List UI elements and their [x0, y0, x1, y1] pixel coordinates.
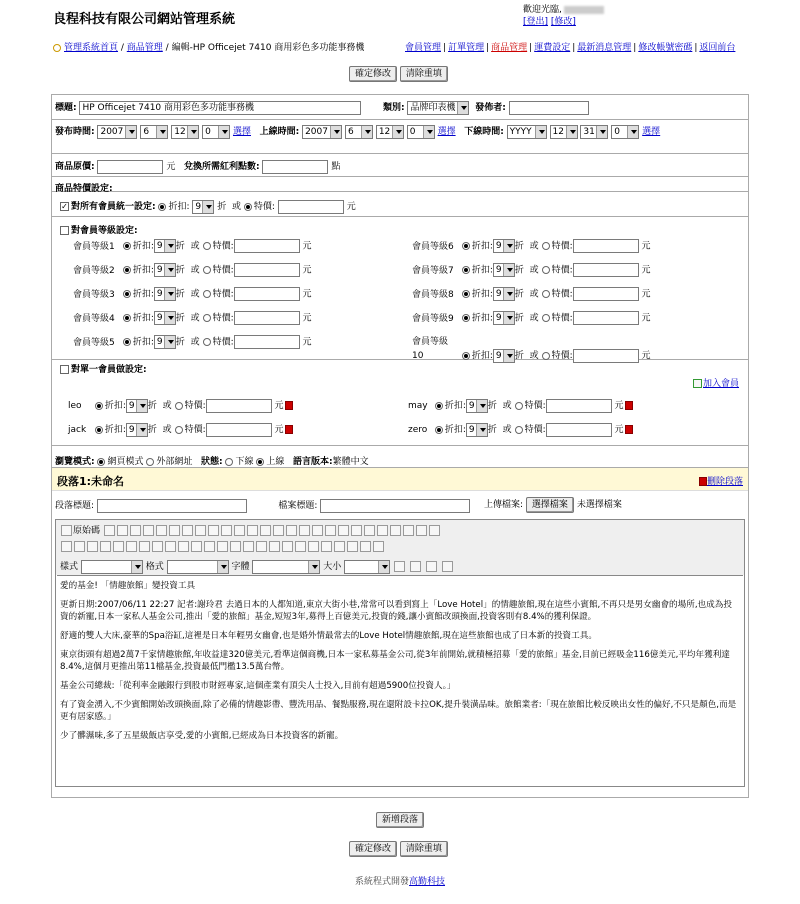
breadcrumb-current: / 編輯-HP Officejet 7410 商用彩色多功能事務機	[165, 43, 365, 53]
online-select-link[interactable]: 選擇	[437, 127, 456, 137]
offline-hour-select[interactable]: 0	[611, 125, 639, 139]
level-label: 會員等級3	[73, 289, 115, 300]
paste-icon[interactable]	[182, 525, 193, 536]
single-member-label: 對單一會員做設定:	[60, 362, 147, 375]
content-paragraph: 更新日期:2007/06/11 22:27 記者:謝玲君 去過日本的人都知道,東京大街小巷,常常可以看到寫上「Love Hotel」的情趣旅館,現在這些小賓館,不再只是男女幽會的場所,也成為投資的新寵,日本一家私人基金公司,推出「愛的旅館」基金,短短3年,募得上百億美元,投資的錢,讓小賓館改頭換面,投資客則有8.4%的獲利保證。	[60, 600, 732, 622]
select-icon[interactable]	[390, 525, 401, 536]
unlink-icon[interactable]	[269, 541, 280, 552]
hiddenfield-icon[interactable]	[429, 525, 440, 536]
level-label: 會員等級5	[73, 337, 115, 348]
level-special-radio[interactable]	[203, 242, 211, 250]
help-icon[interactable]	[442, 561, 453, 572]
member-name: may	[408, 401, 428, 411]
add-paragraph-button[interactable]: 新增段落	[376, 812, 424, 828]
imagebutton-icon[interactable]	[416, 525, 427, 536]
publish-year-select[interactable]: 2007	[97, 125, 137, 139]
paragraph-title: 段落1:未命名	[57, 475, 125, 488]
single-member-checkbox[interactable]	[60, 365, 69, 374]
paste-text-icon[interactable]	[195, 525, 206, 536]
level-special-radio[interactable]	[542, 242, 550, 250]
remove-member-icon[interactable]	[625, 401, 633, 410]
font-select[interactable]	[252, 560, 320, 574]
redo-icon[interactable]	[260, 525, 271, 536]
nav-shipping[interactable]: 運費設定	[534, 43, 571, 53]
level-special-radio[interactable]	[542, 290, 550, 298]
template-icon[interactable]	[143, 525, 154, 536]
nav-member[interactable]: 會員管理	[405, 43, 442, 53]
paragraph-fields-row: 段落標題: 檔案標題:	[55, 498, 470, 513]
level-special-radio[interactable]	[203, 290, 211, 298]
remove-member-icon[interactable]	[285, 401, 293, 410]
choose-file-button[interactable]: 選擇檔案	[526, 497, 574, 513]
level-special-input[interactable]	[234, 335, 300, 349]
justify-icon[interactable]	[243, 541, 254, 552]
level-special-input[interactable]	[573, 349, 639, 363]
member-special-radio[interactable]	[515, 402, 523, 410]
level-row: 會員等級2 折扣: 9 折 或 特價: 元	[73, 265, 312, 276]
delete-paragraph-box	[698, 474, 743, 487]
hr-icon[interactable]	[334, 541, 345, 552]
member-special-radio[interactable]	[175, 402, 183, 410]
upload-row: 上傳檔案: 選擇檔案 未選擇檔案	[484, 497, 622, 513]
publish-day-select[interactable]: 12	[171, 125, 199, 139]
logout-link[interactable]: [登出]	[523, 17, 549, 27]
size-select[interactable]	[344, 560, 390, 574]
edit-profile-link[interactable]: [修改]	[550, 17, 576, 27]
remove-member-icon[interactable]	[625, 425, 633, 434]
level-special-input[interactable]	[234, 239, 300, 253]
spellcheck-icon[interactable]	[234, 525, 245, 536]
author-input[interactable]	[509, 101, 589, 115]
level-label: 會員等級10	[412, 337, 449, 361]
format-select[interactable]	[167, 560, 229, 574]
cut-icon[interactable]	[156, 525, 167, 536]
level-special-input[interactable]	[573, 239, 639, 253]
editor-content[interactable]	[57, 575, 743, 786]
form-icon[interactable]	[325, 525, 336, 536]
member-special-input[interactable]	[546, 423, 612, 437]
paste-word-icon[interactable]	[208, 525, 219, 536]
delete-paragraph-link[interactable]: 刪除段落	[706, 477, 743, 487]
level-row: 會員等級1 折扣: 9 折 或 特價: 元	[73, 241, 312, 252]
levels-left-column	[73, 238, 312, 358]
rich-text-editor	[55, 519, 745, 787]
status-off-radio[interactable]	[225, 458, 233, 466]
nav-orders[interactable]: 訂單管理	[448, 43, 485, 53]
offline-month-select[interactable]: 12	[550, 125, 578, 139]
undo-icon[interactable]	[247, 525, 258, 536]
replace-icon[interactable]	[286, 525, 297, 536]
style-select[interactable]	[81, 560, 143, 574]
nav-password[interactable]: 修改帳號密碼	[638, 43, 693, 53]
level-row: 會員等級10 折扣: 9 折 或 特價: 元	[412, 337, 651, 361]
bottom-button-group	[349, 841, 448, 857]
content-paragraph: 愛的基金! 「情趣旅館」變投資工具	[60, 581, 196, 591]
level-discount-select[interactable]: 9	[154, 239, 176, 253]
member-discount-select[interactable]: 9	[466, 423, 488, 437]
content-paragraph: 基金公司總裁:「從利率金融銀行到股市財經專家,這個產業有頂尖人士投入,目前有超過5900位投資人。」	[60, 681, 456, 691]
page-title: 良程科技有限公司網站管理系統	[53, 12, 236, 27]
paragraph-title-input[interactable]	[97, 499, 247, 513]
level-label: 會員等級2	[73, 265, 115, 276]
underline-icon[interactable]	[87, 541, 98, 552]
all-discount-select[interactable]: 9	[192, 200, 214, 214]
content-paragraph: 有了資金湧入,不少賓館開始改頭換面,除了必備的情趣影帶、豐洗用品、餐點服務,現在還附設卡拉OK,提升裝潢品味。旅館業者:「現在旅館比較反映出女性的偏好,不只是顏色,而是更有居家感。」	[60, 700, 737, 722]
level-discount-select[interactable]: 9	[493, 311, 515, 325]
browse-external-radio[interactable]	[146, 458, 154, 466]
button-icon[interactable]	[403, 525, 414, 536]
publish-hour-select[interactable]: 0	[202, 125, 230, 139]
confirm-button[interactable]: 確定修改	[349, 66, 397, 82]
strike-icon[interactable]	[100, 541, 111, 552]
add-member-link[interactable]: 加入會員	[703, 379, 740, 389]
level-special-input[interactable]	[573, 263, 639, 277]
price-row: 商品原價: 元 兌換所需紅利點數: 點	[55, 159, 340, 174]
member-row: zero 折扣: 9 折 或 特價: 元	[408, 422, 633, 437]
selectall-icon[interactable]	[299, 525, 310, 536]
publish-month-select[interactable]: 6	[140, 125, 168, 139]
level-special-input[interactable]	[234, 311, 300, 325]
level-special-radio[interactable]	[542, 314, 550, 322]
publish-select-link[interactable]: 選擇	[232, 127, 251, 137]
member-row: leo 折扣: 9 折 或 特價: 元	[68, 398, 293, 413]
top-button-group	[349, 66, 448, 82]
paragraph-header	[52, 467, 748, 491]
online-month-select[interactable]: 6	[345, 125, 373, 139]
all-special-input[interactable]	[278, 200, 344, 214]
removeformat-icon[interactable]	[312, 525, 323, 536]
member-special-radio[interactable]	[175, 426, 183, 434]
add-member-box	[692, 376, 739, 389]
level-discount-radio[interactable]	[462, 314, 470, 322]
level-label: 會員等級7	[412, 265, 454, 276]
save-icon[interactable]	[104, 525, 115, 536]
add-member-icon	[693, 379, 702, 388]
level-label: 會員等級6	[412, 241, 454, 252]
level-special-radio[interactable]	[542, 352, 550, 360]
italic-icon[interactable]	[74, 541, 85, 552]
level-special-radio[interactable]	[203, 266, 211, 274]
all-discount-radio[interactable]	[158, 203, 166, 211]
category-row: 類別: 品牌印表機 發佈者:	[383, 100, 589, 115]
specialchar-icon[interactable]	[360, 541, 371, 552]
subscript-icon[interactable]	[113, 541, 124, 552]
breadcrumb: 管理系統首頁 / 商品管理 / 編輯-HP Officejet 7410 商用彩色多功能事務機	[53, 40, 364, 53]
level-label: 會員等級4	[73, 313, 115, 324]
member-discount-radio[interactable]	[95, 426, 103, 434]
level-discount-select[interactable]: 9	[154, 287, 176, 301]
checkbox-icon[interactable]	[338, 525, 349, 536]
level-discount-radio[interactable]	[462, 352, 470, 360]
bold-icon[interactable]	[61, 541, 72, 552]
status-on-radio[interactable]	[256, 458, 264, 466]
level-discount-select[interactable]: 9	[154, 263, 176, 277]
offline-select-link[interactable]: 選擇	[642, 127, 661, 137]
level-discount-radio[interactable]	[123, 290, 131, 298]
content-paragraph: 東京街頭有超過2萬7千家情趣旅館,年收益達320億美元,看準這個商機,日本一家私募基金公司,從3年前開始,就積極招募「愛的旅館」基金,目前已經吸金116億美元,平均年獲利達8.4%,這個月更推出第11檔基金,投資最低門檻13.5萬台幣。	[60, 650, 730, 672]
level-row: 會員等級4 折扣: 9 折 或 特價: 元	[73, 313, 312, 324]
title-row: 標題: HP Officejet 7410 商用彩色多功能事務機	[55, 100, 361, 115]
table-icon[interactable]	[321, 541, 332, 552]
outdent-icon[interactable]	[165, 541, 176, 552]
all-members-checkbox[interactable]: ✓	[61, 202, 68, 211]
offline-day-select[interactable]: 31	[580, 125, 608, 139]
levels-right-column	[412, 238, 651, 361]
reset-button-bottom[interactable]: 清除重填	[400, 841, 448, 857]
toolbar-1-icons	[103, 526, 441, 536]
source-icon	[61, 525, 72, 536]
member-discount-radio[interactable]	[95, 402, 103, 410]
newpage-icon[interactable]	[117, 525, 128, 536]
nav-products[interactable]: 商品管理	[491, 43, 528, 53]
level-discount-select[interactable]: 9	[493, 287, 515, 301]
online-day-select[interactable]: 12	[376, 125, 404, 139]
browse-web-radio[interactable]	[97, 458, 105, 466]
content-paragraph: 舒適的雙人大床,豪華的Spa浴缸,這裡是日本年輕男女幽會,也是婚外情最常去的Love Hotel情趣旅館,現在這些旅館也成了日本新的投資工具。	[60, 631, 597, 641]
arrow-icon	[53, 44, 61, 52]
level-settings-label: 對會員等級設定:	[60, 223, 138, 236]
level-label: 會員等級9	[412, 313, 454, 324]
align-right-icon[interactable]	[230, 541, 241, 552]
level-discount-select[interactable]: 9	[154, 335, 176, 349]
member-special-input[interactable]	[546, 399, 612, 413]
level-row: 會員等級3 折扣: 9 折 或 特價: 元	[73, 289, 312, 300]
member-special-input[interactable]	[206, 423, 272, 437]
delete-icon	[699, 477, 707, 486]
offline-year-select[interactable]: YYYY	[507, 125, 547, 139]
numbered-list-icon[interactable]	[139, 541, 150, 552]
text-color-icon[interactable]	[394, 561, 405, 572]
breadcrumb-home[interactable]: 管理系統首頁	[64, 43, 119, 53]
category-select[interactable]: 品牌印表機	[407, 101, 469, 115]
browse-mode-row: 瀏覽模式: 網頁模式 外部網址 狀態: 下線 上線 語言版本:繁體中文	[55, 457, 369, 467]
level-discount-radio[interactable]	[123, 338, 131, 346]
level-discount-radio[interactable]	[123, 242, 131, 250]
member-name: jack	[68, 425, 87, 435]
level-discount-radio[interactable]	[123, 314, 131, 322]
content-paragraph: 少了髒濕味,多了五星級飯店享受,愛的小賓館,已經成為日本投資客的新寵。	[60, 731, 344, 741]
level-row: 會員等級6 折扣: 9 折 或 特價: 元	[412, 241, 651, 252]
level-row: 會員等級9 折扣: 9 折 或 特價: 元	[412, 313, 651, 324]
align-center-icon[interactable]	[217, 541, 228, 552]
dates-row: 發布時間: 2007 6 12 0 選擇 上線時間: 2007 6 12 0 選擇 下線時間: YYYY 12 31 0 選擇	[55, 126, 661, 137]
blockquote-icon[interactable]	[191, 541, 202, 552]
level-discount-select[interactable]: 9	[493, 349, 515, 363]
member-row: may 折扣: 9 折 或 特價: 元	[408, 398, 633, 413]
member-name: leo	[68, 401, 82, 411]
welcome-box	[523, 4, 604, 28]
level-special-radio[interactable]	[203, 314, 211, 322]
link-icon[interactable]	[256, 541, 267, 552]
special-price-label: 商品特價設定:	[55, 184, 113, 194]
breadcrumb-products[interactable]: 商品管理	[126, 43, 163, 53]
level-special-input[interactable]	[234, 263, 300, 277]
member-discount-radio[interactable]	[435, 402, 443, 410]
level-discount-radio[interactable]	[462, 242, 470, 250]
title-input[interactable]: HP Officejet 7410 商用彩色多功能事務機	[79, 101, 361, 115]
all-members-row: ✓ 對所有會員統一設定: 折扣: 9 折 或 特價: 元	[61, 201, 356, 212]
footer-company-link[interactable]: 高勤科技	[409, 877, 446, 887]
maximize-icon[interactable]	[426, 561, 437, 572]
pagebreak-icon[interactable]	[373, 541, 384, 552]
price-input[interactable]	[97, 160, 163, 174]
level-special-radio[interactable]	[542, 266, 550, 274]
editor-toolbar-3: 樣式 格式 字體 大小	[56, 556, 744, 575]
print-icon[interactable]	[221, 525, 232, 536]
editor-toolbar-2	[56, 538, 744, 556]
level-special-radio[interactable]	[203, 338, 211, 346]
level-row: 會員等級5 折扣: 9 折 或 特價: 元	[73, 337, 312, 348]
member-special-input[interactable]	[206, 399, 272, 413]
online-hour-select[interactable]: 0	[407, 125, 435, 139]
preview-icon[interactable]	[130, 525, 141, 536]
online-year-select[interactable]: 2007	[302, 125, 342, 139]
radio-icon[interactable]	[351, 525, 362, 536]
level-discount-select[interactable]: 9	[493, 239, 515, 253]
copy-icon[interactable]	[169, 525, 180, 536]
image-icon[interactable]	[295, 541, 306, 552]
find-icon[interactable]	[273, 525, 284, 536]
member-discount-radio[interactable]	[435, 426, 443, 434]
align-left-icon[interactable]	[204, 541, 215, 552]
toolbar-2-icons	[60, 542, 385, 552]
level-discount-radio[interactable]	[462, 290, 470, 298]
level-row: 會員等級8 折扣: 9 折 或 特價: 元	[412, 289, 651, 300]
level-label: 會員等級1	[73, 241, 115, 252]
level-row: 會員等級7 折扣: 9 折 或 特價: 元	[412, 265, 651, 276]
level-label: 會員等級8	[412, 289, 454, 300]
welcome-text: 歡迎光臨,	[523, 5, 562, 15]
level-discount-radio[interactable]	[123, 266, 131, 274]
member-name: zero	[408, 425, 428, 435]
footer: 系統程式開發高勤科技	[354, 877, 446, 887]
textarea-icon[interactable]	[377, 525, 388, 536]
remove-member-icon[interactable]	[285, 425, 293, 434]
reset-button[interactable]: 清除重填	[400, 66, 448, 82]
editor-toolbar-1	[56, 520, 744, 538]
nav-frontend[interactable]: 返回前台	[699, 43, 736, 53]
level-settings-checkbox[interactable]	[60, 226, 69, 235]
member-discount-select[interactable]: 9	[126, 423, 148, 437]
add-paragraph-wrap	[376, 812, 424, 828]
bullet-list-icon[interactable]	[152, 541, 163, 552]
textfield-icon[interactable]	[364, 525, 375, 536]
superscript-icon[interactable]	[126, 541, 137, 552]
level-discount-select[interactable]: 9	[154, 311, 176, 325]
level-special-input[interactable]	[234, 287, 300, 301]
level-special-input[interactable]	[573, 287, 639, 301]
member-row: jack 折扣: 9 折 或 特價: 元	[68, 422, 293, 437]
flash-icon[interactable]	[308, 541, 319, 552]
username-redacted	[564, 6, 604, 14]
indent-icon[interactable]	[178, 541, 189, 552]
all-special-radio[interactable]	[244, 203, 252, 211]
member-special-radio[interactable]	[515, 426, 523, 434]
confirm-button-bottom[interactable]: 確定修改	[349, 841, 397, 857]
source-button[interactable]: 原始碼	[73, 526, 101, 536]
top-nav: 會員管理 | 訂單管理 | 商品管理 | 運費設定 | 最新消息管理 | 修改帳號密碼 | 返回前台	[405, 43, 736, 53]
anchor-icon[interactable]	[282, 541, 293, 552]
level-discount-radio[interactable]	[462, 266, 470, 274]
bg-color-icon[interactable]	[410, 561, 421, 572]
member-discount-select[interactable]: 9	[126, 399, 148, 413]
smiley-icon[interactable]	[347, 541, 358, 552]
nav-news[interactable]: 最新消息管理	[577, 43, 632, 53]
points-input[interactable]	[262, 160, 328, 174]
member-discount-select[interactable]: 9	[466, 399, 488, 413]
level-discount-select[interactable]: 9	[493, 263, 515, 277]
level-special-input[interactable]	[573, 311, 639, 325]
file-title-input[interactable]	[320, 499, 470, 513]
